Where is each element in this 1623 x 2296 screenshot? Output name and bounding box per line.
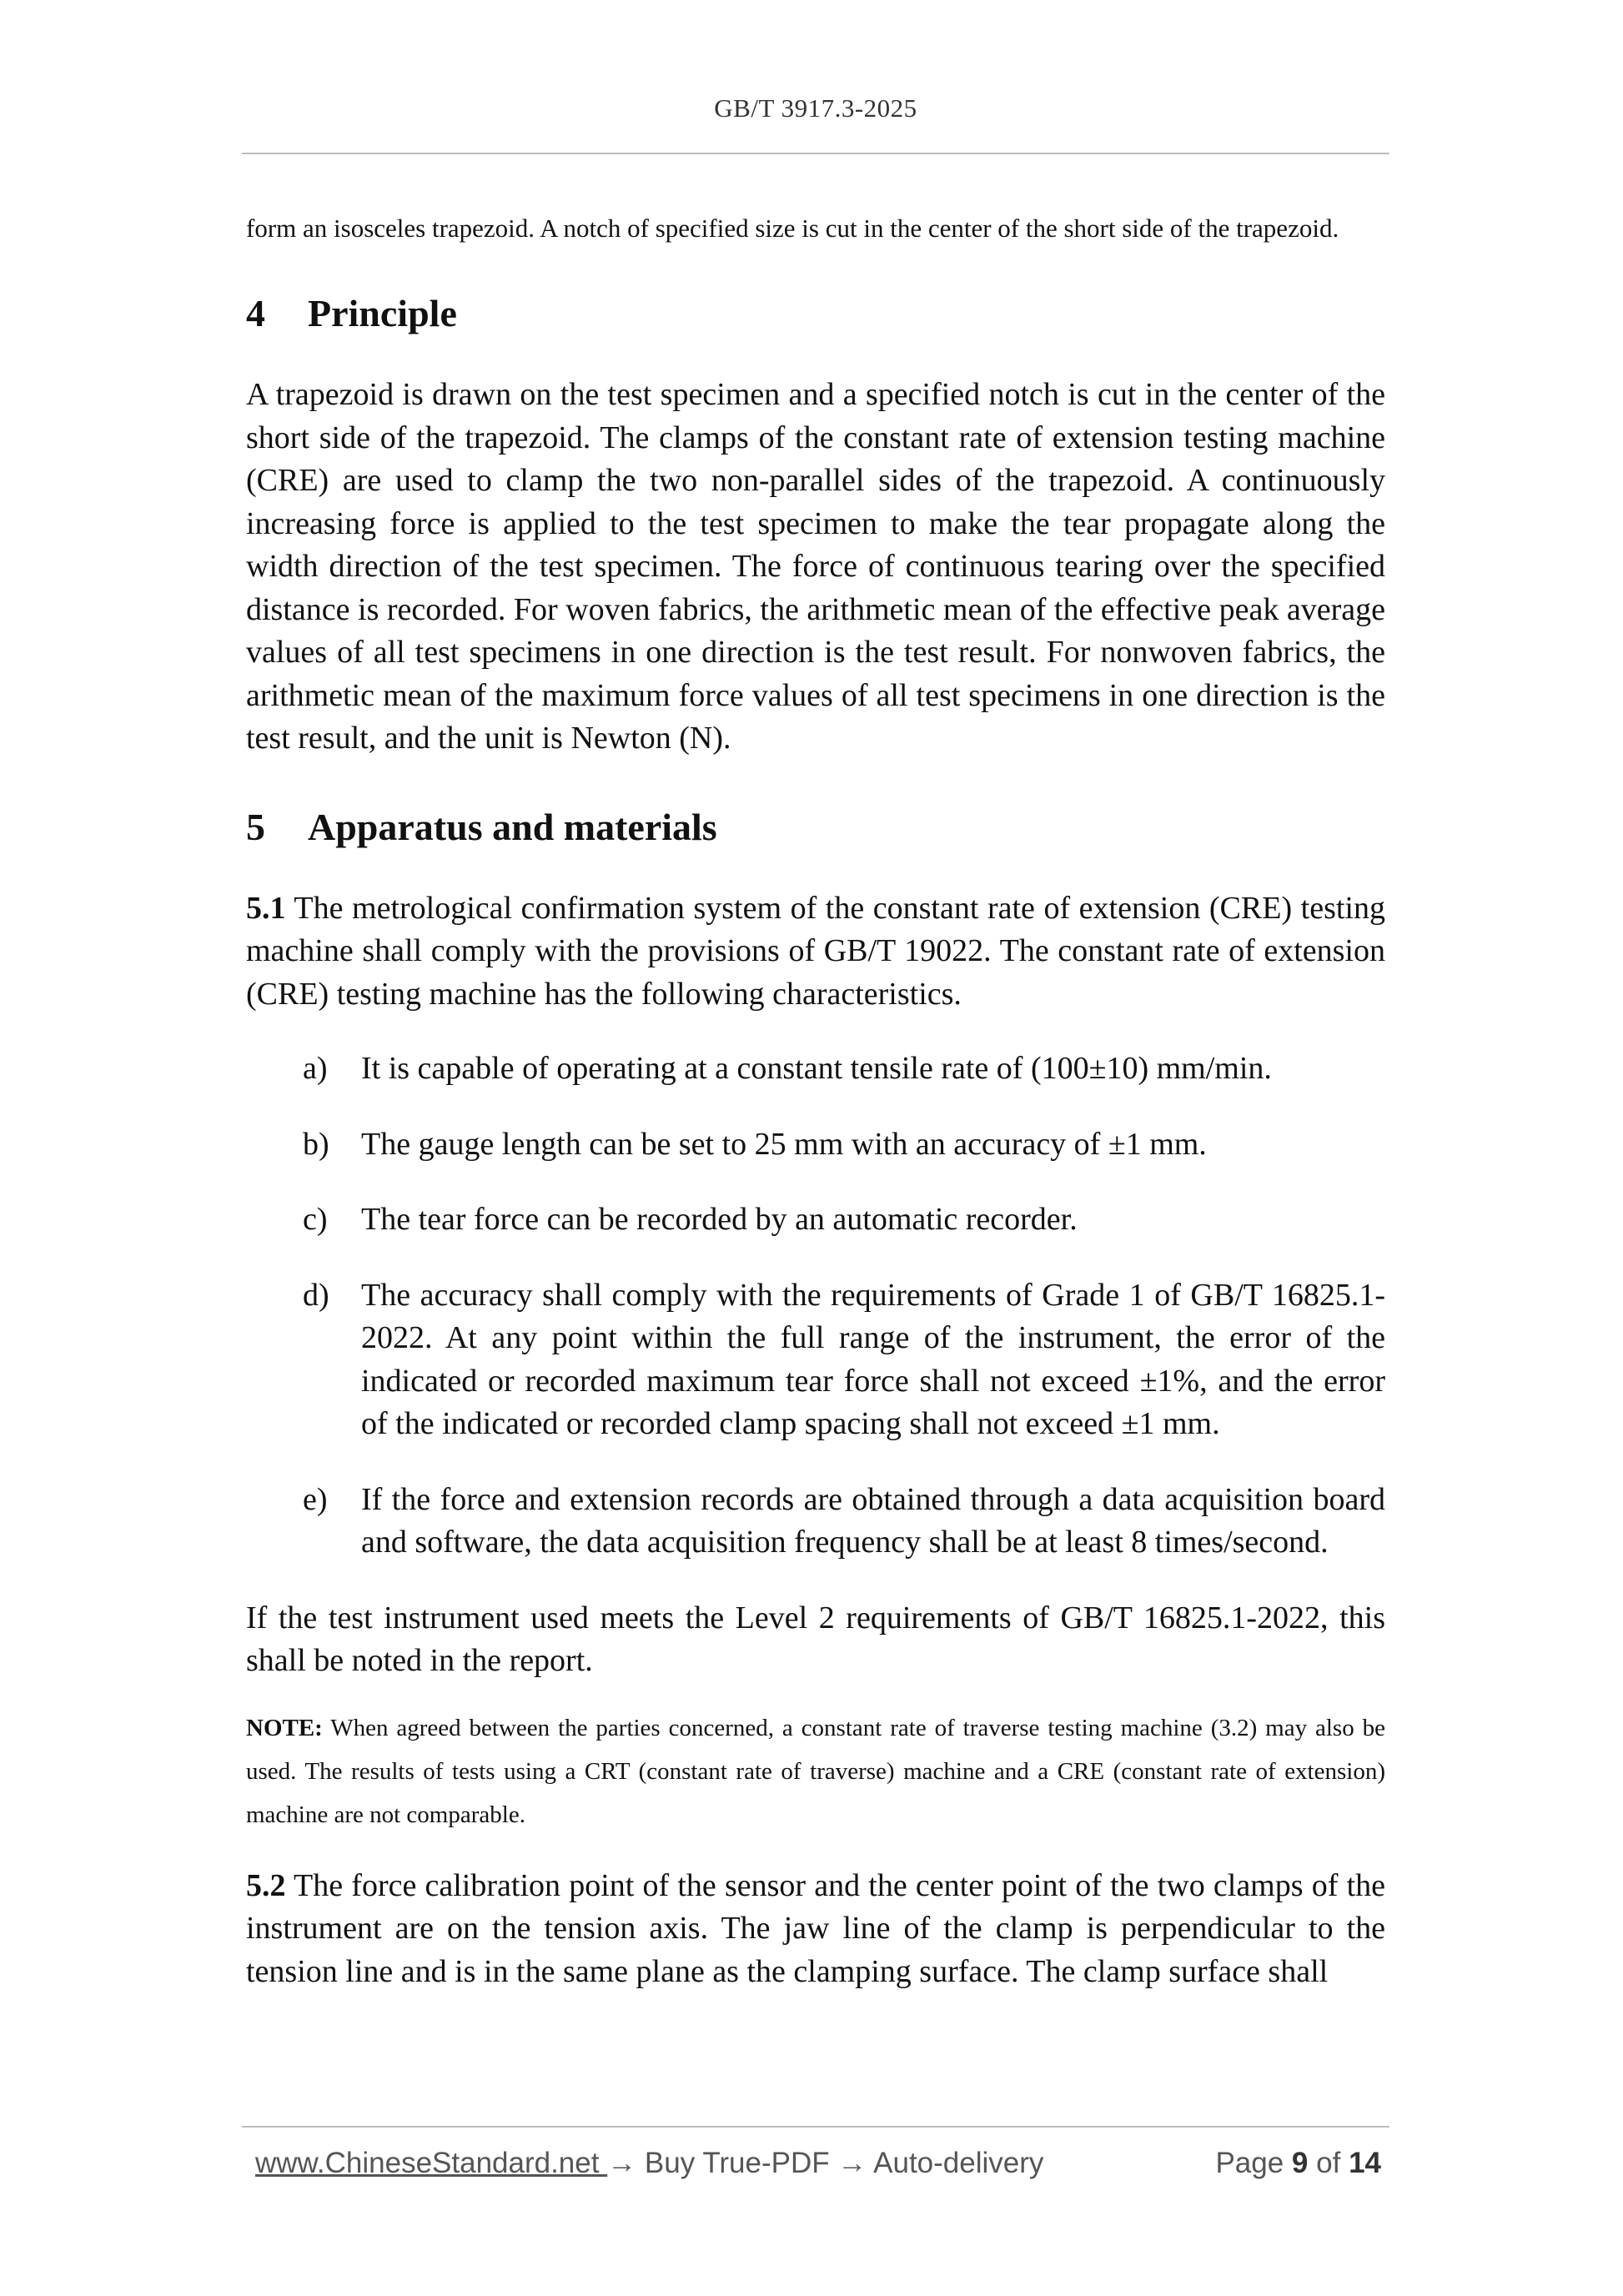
intro-paragraph: form an isosceles trapezoid. A notch of specified size is cut in the center of the short side of the trapezoid. [246,214,1339,243]
document-header: GB/T 3917.3-2025 [714,93,917,123]
list-marker: d) [303,1277,329,1313]
page-content [246,210,1385,1993]
list-text: The accuracy shall comply with the requirements of Grade 1 of GB/T 16825.1-2022. At any point within the full range of the instrument, the error of the indicated or recorded maximum tear force shall not exceed ±1%, and the error of the indicated or recorded clamp spacing shall not exceed ±1 mm. [361,1277,1385,1441]
clause-5-2 [246,1865,1385,1994]
list-marker: e) [303,1481,328,1517]
section-number: 5 [246,805,265,848]
list-text: If the force and extension records are obtained through a data acquisition board and software, the data acquisition frequency shall be at least 8 times/second. [361,1481,1385,1560]
delivery-text: Auto-delivery [867,2147,1044,2179]
page-total: 14 [1349,2147,1381,2179]
clause-text: The metrological confirmation system of the constant rate of extension (CRE) testing machine shall comply with the provisions of GB/T 19022. The constant rate of extension (CRE) testing machine has the following characteristics. [246,890,1385,1012]
clause-text: The force calibration point of the sensor and the center point of the two clamps of the instrument are on the tension axis. The jaw line of the clamp is perpendicular to the tension line and is in the same plane as the clamping surface. The clamp surface shall [246,1867,1385,1989]
principle-paragraph: A trapezoid is drawn on the test specimen and a specified notch is cut in the center of the short side of the trapezoid. The clamps of the constant rate of extension testing machine (CRE) are used to clamp the two non-parallel sides of the trapezoid. A continuously increasing force is applied to the test specimen to make the tear propagate along the width direction of the test specimen. The force of continuous tearing over the specified distance is recorded. For woven fabrics, the arithmetic mean of the effective peak average values of all test specimens in one direction is the test result. For nonwoven fabrics, the arithmetic mean of the maximum force values of all test specimens in one direction is the test result, and the unit is Newton (N). [246,377,1385,756]
page-indicator [1215,2147,1381,2180]
list-item [246,1123,1385,1167]
arrow-icon: → [837,2147,867,2179]
section-number: 4 [246,292,265,334]
list-marker: b) [303,1126,329,1162]
list-marker: c) [303,1202,328,1237]
buy-text: Buy True-PDF [636,2147,838,2179]
list-item [246,1048,1385,1091]
clause-number: 5.2 [246,1867,286,1903]
clause-number: 5.1 [246,890,286,926]
section-title: Principle [308,292,457,334]
section-5-heading [246,802,1385,852]
page-of: of [1316,2147,1341,2179]
header-divider [242,153,1389,154]
footer-promo [255,2147,1043,2180]
level2-paragraph: If the test instrument used meets the Level 2 requirements of GB/T 16825.1-2022, this shall be noted in the report. [246,1600,1385,1678]
footer-divider [242,2126,1389,2128]
arrow-icon: → [607,2147,637,2179]
note-paragraph [246,1706,1385,1836]
page-label: Page [1215,2147,1284,2179]
list-item [246,1479,1385,1565]
list-item [246,1198,1385,1242]
list-text: The tear force can be recorded by an automatic recorder. [361,1202,1078,1237]
list-marker: a) [303,1051,328,1086]
list-text: It is capable of operating at a constant tensile rate of (100±10) mm/min. [361,1051,1272,1086]
page-current: 9 [1291,2147,1309,2179]
list-item [246,1274,1385,1446]
characteristics-list [246,1048,1385,1565]
note-label: NOTE: [246,1714,323,1741]
list-text: The gauge length can be set to 25 mm with an accuracy of ±1 mm. [361,1126,1207,1162]
section-title: Apparatus and materials [308,805,717,848]
clause-5-1 [246,887,1385,1017]
page-footer [255,2147,1381,2180]
note-text: When agreed between the parties concerned, a constant rate of traverse testing machine (3.2) may also be used. The results of tests using a CRT (constant rate of traverse) machine and a CRE (constant rate of extension) machine are not comparable. [246,1714,1385,1828]
section-4-heading [246,289,1385,339]
website-link[interactable]: www.ChineseStandard.net [255,2147,608,2179]
